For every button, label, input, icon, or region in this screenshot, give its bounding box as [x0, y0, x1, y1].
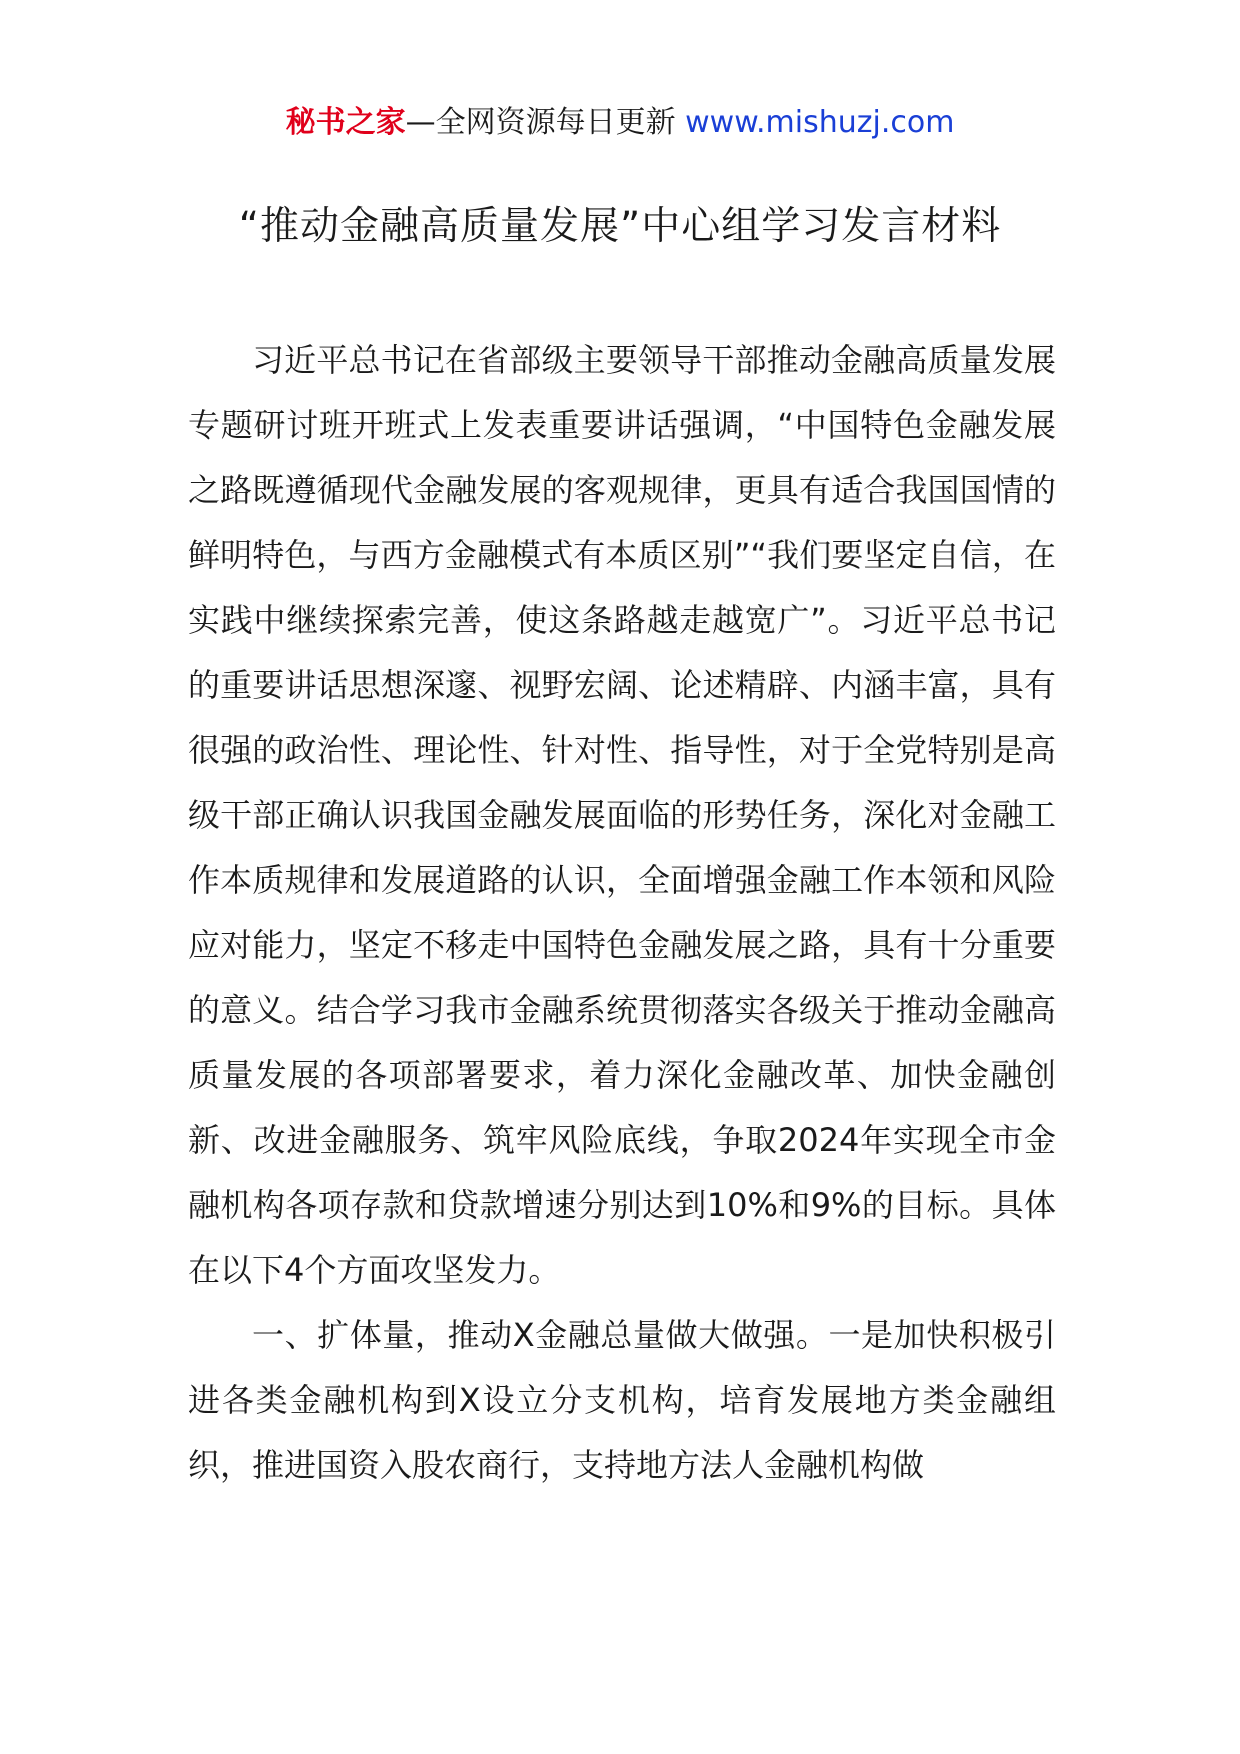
document-title: “推动金融高质量发展”中心组学习发言材料	[238, 204, 1002, 249]
site-url-link[interactable]: www.mishuzj.com	[685, 105, 955, 140]
document-body	[188, 328, 1056, 1498]
site-banner	[0, 101, 1240, 145]
paragraph-section-one: 一、扩体量，推动X金融总量做大做强。一是加快积极引进各类金融机构到X设立分支机构，培育发展地方类金融组织，推进国资入股农商行，支持地方法人金融机构做	[188, 1316, 1056, 1484]
paragraph-intro: 习近平总书记在省部级主要领导干部推动金融高质量发展专题研讨班开班式上发表重要讲话强调，“中国特色金融发展之路既遵循现代金融发展的客观规律，更具有适合我国国情的鲜明特色，与西方金融模式有本质区别”“我们要坚定自信，在实践中继续探索完善，使这条路越走越宽广”。习近平总书记的重要讲话思想深邃、视野宏阔、论述精辟、内涵丰富，具有很强的政治性、理论性、针对性、指导性，对于全党特别是高级干部正确认识我国金融发展面临的形势任务，深化对金融工作本质规律和发展道路的认识，全面增强金融工作本领和风险应对能力，坚定不移走中国特色金融发展之路，具有十分重要的意义。结合学习我市金融系统贯彻落实各级关于推动金融高质量发展的各项部署要求，着力深化金融改革、加快金融创新、改进金融服务、筑牢风险底线，争取2024年实现全市金融机构各项存款和贷款增速分别达到10%和9%的目标。具体在以下4个方面攻坚发力。	[188, 341, 1056, 1289]
banner-tagline: —全网资源每日更新	[405, 105, 686, 140]
brand-name: 秘书之家	[285, 105, 406, 140]
